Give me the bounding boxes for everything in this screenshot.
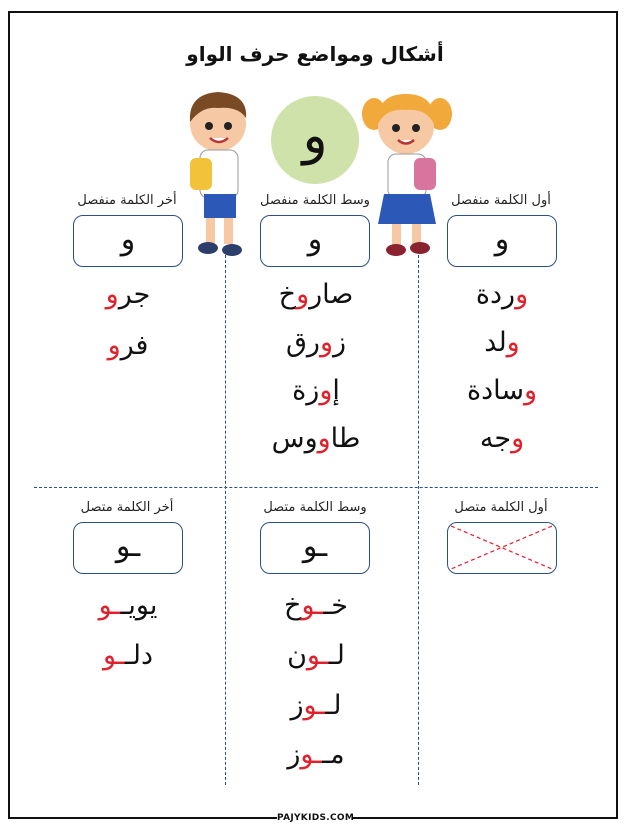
word-khookh: خــوخ: [284, 590, 348, 621]
column-divider-left: [225, 255, 226, 785]
label-first-connected: أول الكلمة متصل: [454, 500, 548, 515]
word-sarookh: صاروخ: [278, 279, 354, 310]
label-first-separate: أول الكلمة منفصل: [451, 193, 551, 208]
letter-circle: و: [271, 96, 359, 184]
word-iwazza: إوزة: [292, 375, 340, 406]
form-box-end-separate: و: [73, 215, 183, 267]
cross-out-icon: [448, 523, 555, 572]
word-dalw: دلــو: [102, 640, 154, 671]
word-wajh: وجه: [479, 423, 525, 454]
girl-illustration-icon: [360, 84, 452, 262]
column-divider-right: [418, 255, 419, 785]
word-warda: وردة: [475, 279, 529, 310]
row-divider: [34, 487, 598, 488]
label-end-connected: أخر الكلمة متصل: [80, 500, 174, 515]
word-zawraq: زورق: [285, 327, 347, 358]
form-box-middle-connected: ـو: [260, 522, 370, 574]
footer-site-label: PAJYKIDS.COM: [277, 810, 353, 826]
boy-illustration-icon: [178, 84, 258, 262]
form-box-middle-separate: و: [260, 215, 370, 267]
word-farw: فرو: [107, 330, 149, 361]
page-title: أشكال ومواضع حرف الواو: [186, 42, 444, 66]
word-lawn: لــون: [287, 640, 345, 671]
word-yoyo: يويــو: [98, 590, 158, 621]
word-mawz: مــوز: [287, 739, 345, 770]
word-wisada: وسادة: [466, 375, 538, 406]
form-box-first-separate: و: [447, 215, 557, 267]
label-middle-connected: وسط الكلمة متصل: [263, 500, 367, 515]
word-tawoos: طاووس: [271, 423, 361, 454]
form-box-end-connected: ـو: [73, 522, 183, 574]
word-walad: ولد: [484, 327, 520, 358]
word-lawz: لــوز: [290, 690, 342, 721]
word-jarw: جرو: [105, 279, 151, 310]
form-box-first-connected-crossed: [447, 522, 557, 574]
label-end-separate: أخر الكلمة منفصل: [77, 193, 177, 208]
label-middle-separate: وسط الكلمة منفصل: [260, 193, 370, 208]
